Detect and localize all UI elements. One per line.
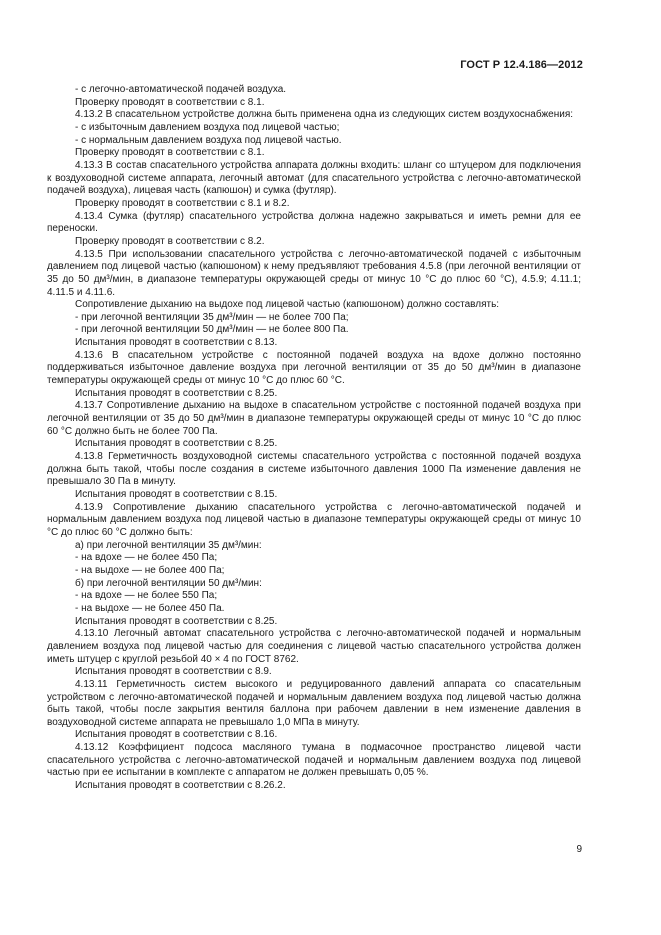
paragraph: - с избыточным давлением воздуха под лицевой частью; [75,121,340,133]
document-code-header: ГОСТ Р 12.4.186—2012 [460,59,583,71]
paragraph: - на вдохе — не более 550 Па; [75,590,218,602]
paragraph: 4.13.4 Сумка (футляр) спасательного устройства должна надежно закрываться и иметь ремни для ее переноски. [47,210,581,235]
paragraph: Испытания проводят в соответствии с 8.16. [75,729,278,741]
document-body [47,84,581,793]
paragraph: Испытания проводят в соответствии с 8.9. [75,666,272,678]
page-number: 9 [576,844,582,855]
paragraph: 4.13.10 Легочный автомат спасательного устройства с легочно-автоматической подачей и нормальным давлением воздуха под лицевой частью для соединения с лицевой частью спасательного устройства должен иметь штуцер с круглой резьбой 40 × 4 по ГОСТ 8762. [47,628,581,665]
paragraph: - с легочно-автоматической подачей воздуха. [75,84,287,95]
paragraph: Испытания проводят в соответствии с 8.13. [75,337,278,349]
paragraph: Проверку проводят в соответствии с 8.1. [75,147,265,159]
paragraph: - с нормальным давлением воздуха под лицевой частью. [75,134,342,146]
paragraph: Проверку проводят в соответствии с 8.1. [75,96,265,108]
paragraph: Испытания проводят в соответствии с 8.25. [75,387,278,399]
paragraph: Испытания проводят в соответствии с 8.26.2. [75,780,286,792]
paragraph: 4.13.7 Сопротивление дыханию на выдохе в спасательном устройстве с постоянной подачей воздуха при легочной вентиляции от 35 до 50 дм³/мин в диапазоне температуры окружающей среды от минус 10 °С до плюс 60 °С должно быть не более 700 Па. [47,400,581,437]
paragraph: - при легочной вентиляции 35 дм³/мин — не более 700 Па; [75,311,349,323]
paragraph: Испытания проводят в соответствии с 8.25. [75,615,278,627]
paragraph: Сопротивление дыханию на выдохе под лицевой частью (капюшоном) должно составлять: [75,299,500,311]
paragraph: - на выдохе — не более 400 Па; [75,564,225,576]
paragraph: 4.13.8 Герметичность воздуховодной системы спасательного устройства с постоянной подачей воздуха должна быть такой, чтобы после создания в системе избыточного давления 1000 Па изменение давления не превышало 30 Па в минуту. [47,451,581,488]
paragraph: 4.13.12 Коэффициент подсоса масляного тумана в подмасочное пространство лицевой части спасательного устройства с легочно-автоматической подачей и нормальным давлением воздуха под лицевой частью при ее испытании в комплекте с аппаратом не должен превышать 0,05 %. [47,742,581,779]
paragraph: 4.13.6 В спасательном устройстве с постоянной подачей воздуха на вдохе должно постоянно поддерживаться избыточное давление воздуха при легочной вентиляции от 35 до 50 дм³/мин в диапазоне температуры окружающей среды от минус 10 °С до плюс 60 °С. [47,349,581,387]
paragraph: Проверку проводят в соответствии с 8.1 и 8.2. [75,197,290,209]
paragraph: - на вдохе — не более 450 Па; [75,552,218,564]
paragraph: а) при легочной вентиляции 35 дм³/мин: [75,539,262,551]
paragraph: 4.13.3 В состав спасательного устройства аппарата должны входить: шланг со штуцером для подключения к воздуховодной системе аппарата, легочный автомат (для спасательного устройства с легочно-автоматической подачей воздуха), лицевая часть (капюшон) и сумка (футляр). [47,159,581,197]
paragraph: - на выдохе — не более 450 Па. [75,602,225,614]
paragraph: - при легочной вентиляции 50 дм³/мин — не более 800 Па. [75,324,349,336]
paragraph: Проверку проводят в соответствии с 8.2. [75,235,265,247]
paragraph: 4.13.9 Сопротивление дыханию спасательного устройства с легочно-автоматической подачей и нормальным давлением воздуха под лицевой частью в диапазоне температуры окружающей среды от минус 10 °С до плюс 60 °С должно быть: [47,501,581,538]
paragraph: 4.13.11 Герметичность систем высокого и редуцированного давлений аппарата со спасательным устройством с легочно-автоматической подачей и нормальным давлением воздуха под лицевой частью должна быть такой, чтобы после закрытия вентиля баллона при рабочем давлении в нем изменение давления в воздуховодной системе аппарата не превышало 1,0 МПа в минуту. [47,678,581,728]
paragraph: Испытания проводят в соответствии с 8.15. [75,489,278,500]
paragraph: 4.13.5 При использовании спасательного устройства с легочно-автоматической подачей с избыточным давлением под лицевой частью (капюшоном) к нему предъявляют требования 4.5.8 (при легочной вентиляции от 35 до 50 дм³/мин, в диапазоне температуры окружающей среды от минус 10 °С до плюс 60 °С), 4.5.9; 4.11.1; 4.11.5 и 4.11.6. [47,248,581,298]
paragraph: 4.13.2 В спасательном устройстве должна быть применена одна из следующих систем воздухоснабжения: [75,109,574,121]
paragraph: Испытания проводят в соответствии с 8.25. [75,438,278,450]
paragraph: б) при легочной вентиляции 50 дм³/мин: [75,577,262,589]
